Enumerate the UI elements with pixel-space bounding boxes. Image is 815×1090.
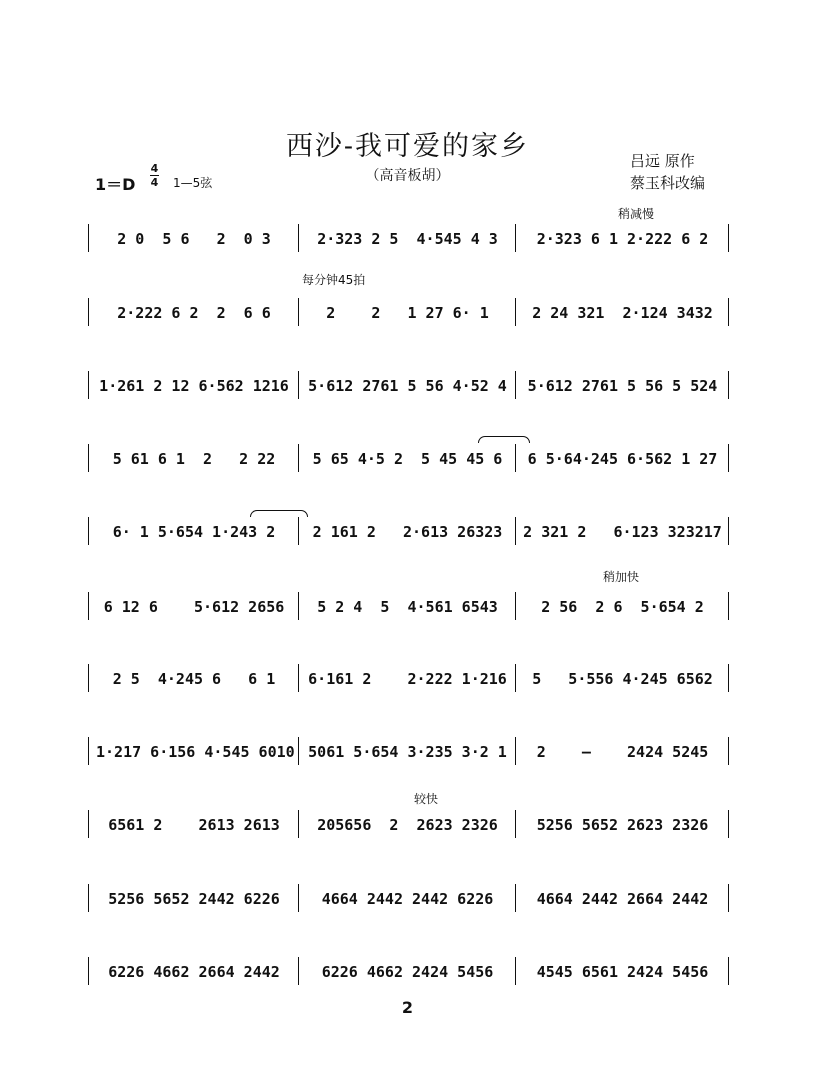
measure: 6·161 2 2·222 1·216 xyxy=(308,670,507,688)
meter-top: 4 xyxy=(150,162,159,175)
bar-line xyxy=(515,737,516,765)
measure: 5·612 2761 5 56 4·52 4 xyxy=(308,377,507,395)
measure: 6· 1 5·654 1·243 2 xyxy=(112,523,276,541)
bar-line xyxy=(88,737,89,765)
bar-line xyxy=(88,810,89,838)
bar-line xyxy=(515,224,516,252)
score-row xyxy=(88,737,728,767)
credit-arranger: 蔡玉科改编 xyxy=(630,174,706,192)
bar-line xyxy=(88,884,89,912)
bar-line xyxy=(728,810,729,838)
tie-mark xyxy=(478,436,530,443)
bar-line xyxy=(298,371,299,399)
measure: 5256 5652 2442 6226 xyxy=(108,890,280,908)
measure: 2 56 2 6 5·654 2 xyxy=(541,598,704,616)
bar-line xyxy=(298,224,299,252)
bar-line xyxy=(298,664,299,692)
bar-line xyxy=(298,592,299,620)
measure: 205656 2 2623 2326 xyxy=(317,816,498,834)
bar-line xyxy=(515,592,516,620)
bar-line xyxy=(88,224,89,252)
measure: 2·323 6 1 2·222 6 2 xyxy=(536,230,709,248)
bar-line xyxy=(298,517,299,545)
bar-line xyxy=(728,884,729,912)
tie-mark xyxy=(250,510,308,517)
measure: 1·217 6·156 4·545 6010 xyxy=(96,743,295,761)
string-tuning: 1—5弦 xyxy=(173,176,213,190)
measure: 2·323 2 5 4·545 4 3 xyxy=(317,230,498,248)
bar-line xyxy=(728,517,729,545)
score-row xyxy=(88,371,728,401)
bar-line xyxy=(88,444,89,472)
measure: 2 321 2 6·123 323217 xyxy=(523,523,722,541)
bar-line xyxy=(298,444,299,472)
measure: 4545 6561 2424 5456 xyxy=(536,963,709,981)
measure: 5061 5·654 3·235 3·2 1 xyxy=(308,743,507,761)
score-row xyxy=(88,884,728,914)
measure: 6226 4662 2424 5456 xyxy=(321,963,494,981)
measure: 2 2 1 27 6· 1 xyxy=(326,304,489,322)
measure: 5256 5652 2623 2326 xyxy=(536,816,709,834)
score-row xyxy=(88,664,728,694)
bar-line xyxy=(515,444,516,472)
measure: 5 65 4·5 2 5 45 45 6 xyxy=(312,450,503,468)
bar-line xyxy=(515,298,516,326)
measure: 6 12 6 5·612 2656 xyxy=(103,598,285,616)
bar-line xyxy=(298,884,299,912)
tempo-mark: 较快 xyxy=(414,792,439,806)
bar-line xyxy=(728,957,729,985)
measure: 6 5·64·245 6·562 1 27 xyxy=(527,450,718,468)
score-row xyxy=(88,298,728,328)
score-row xyxy=(88,810,728,840)
measure: 4664 2442 2664 2442 xyxy=(536,890,709,908)
bar-line xyxy=(728,224,729,252)
measure: 6226 4662 2664 2442 xyxy=(108,963,280,981)
bar-line xyxy=(515,884,516,912)
bar-line xyxy=(515,664,516,692)
bar-line xyxy=(88,957,89,985)
tempo-mark: 稍减慢 xyxy=(618,207,655,221)
measure: 2·222 6 2 2 6 6 xyxy=(117,304,271,322)
measure: 5 2 4 5 4·561 6543 xyxy=(317,598,498,616)
bar-line xyxy=(515,957,516,985)
bar-line xyxy=(88,371,89,399)
key-signature: 1＝D xyxy=(95,175,136,194)
measure: 2 161 2 2·613 26323 xyxy=(312,523,503,541)
bar-line xyxy=(515,371,516,399)
time-signature xyxy=(150,163,159,188)
bar-line xyxy=(88,517,89,545)
meter-bottom: 4 xyxy=(150,176,159,189)
credit-original: 吕远 原作 xyxy=(630,152,695,170)
measure: 2 5 4·245 6 6 1 xyxy=(112,670,276,688)
score-row xyxy=(88,444,728,474)
tempo-mark: 稍加快 xyxy=(603,570,640,584)
page-number: 2 xyxy=(401,998,414,1017)
page-subtitle: （高音板胡） xyxy=(365,168,450,184)
score-row xyxy=(88,592,728,622)
bar-line xyxy=(728,737,729,765)
bar-line xyxy=(728,664,729,692)
score-row xyxy=(88,517,728,547)
measure: 4664 2442 2442 6226 xyxy=(321,890,494,908)
bar-line xyxy=(728,592,729,620)
bar-line xyxy=(515,517,516,545)
bar-line xyxy=(728,444,729,472)
measure: 2 24 321 2·124 3432 xyxy=(532,304,713,322)
score-row xyxy=(88,957,728,987)
measure: 2 0 5 6 2 0 3 xyxy=(117,230,271,248)
bar-line xyxy=(298,810,299,838)
tempo-mark: 每分钟45拍 xyxy=(302,273,366,287)
page-title: 西沙-我可爱的家乡 xyxy=(285,131,530,162)
bar-line xyxy=(88,664,89,692)
bar-line xyxy=(88,298,89,326)
measure: 1·261 2 12 6·562 1216 xyxy=(99,377,289,395)
bar-line xyxy=(298,298,299,326)
score-row xyxy=(88,224,728,254)
measure: 5·612 2761 5 56 5 524 xyxy=(527,377,718,395)
bar-line xyxy=(515,810,516,838)
bar-line xyxy=(728,298,729,326)
measure: 6561 2 2613 2613 xyxy=(108,816,280,834)
measure: 5 61 6 1 2 2 22 xyxy=(112,450,276,468)
bar-line xyxy=(88,592,89,620)
bar-line xyxy=(298,957,299,985)
bar-line xyxy=(298,737,299,765)
measure: 5 5·556 4·245 6562 xyxy=(532,670,713,688)
bar-line xyxy=(728,371,729,399)
measure: 2 – 2424 5245 xyxy=(536,743,709,761)
